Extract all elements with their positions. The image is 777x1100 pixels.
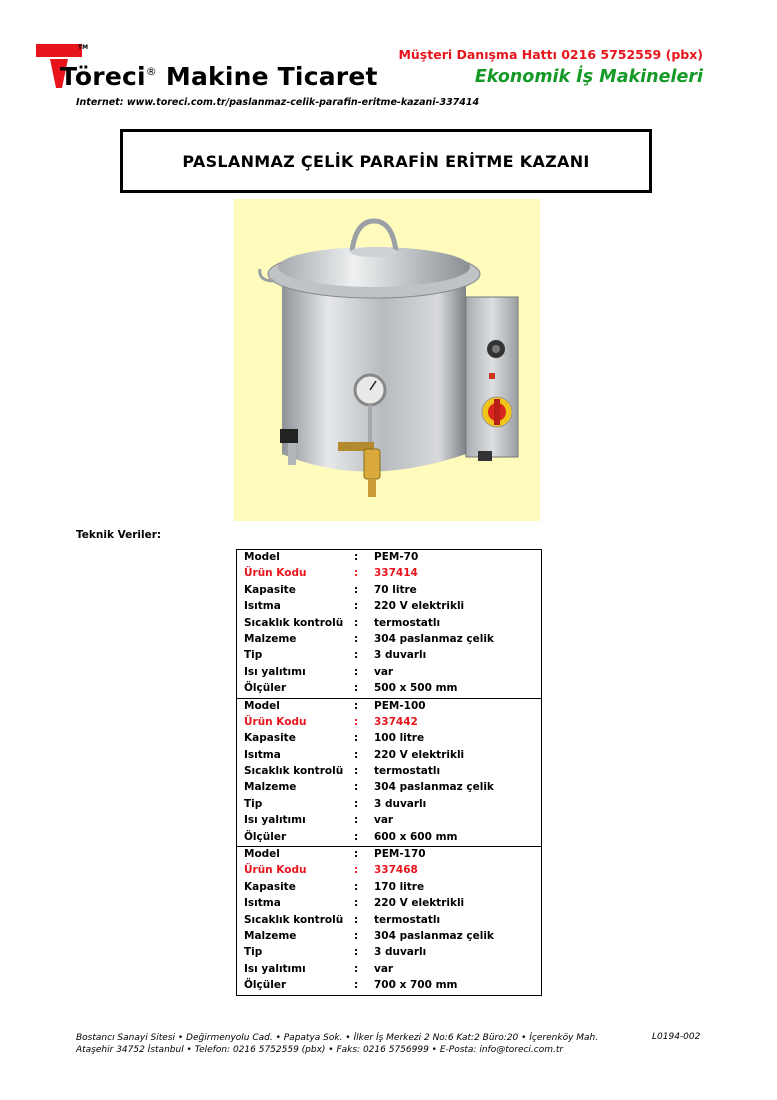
spec-separator: :	[354, 748, 359, 761]
spec-group-pem-70	[237, 550, 541, 698]
footer-line-2: Ataşehir 34752 İstanbul • Telefon: 0216 5752559 (pbx) • Faks: 0216 5756999 • E-Posta: info@toreci.com.tr	[76, 1045, 564, 1055]
spec-label: Sıcaklık kontrolü	[244, 616, 344, 629]
company-name-main: Töreci	[60, 62, 146, 91]
spec-separator: :	[354, 880, 359, 893]
spec-value: PEM-70	[374, 551, 419, 563]
spec-label: Ürün Kodu	[244, 864, 307, 877]
spec-row-heating	[237, 748, 541, 764]
spec-row-product-code	[237, 566, 541, 582]
spec-separator: :	[354, 551, 359, 563]
company-name	[60, 62, 378, 91]
spec-value: 3 duvarlı	[374, 797, 427, 810]
spec-row-dimensions	[237, 978, 541, 994]
spec-separator: :	[354, 797, 359, 810]
spec-value: termostatlı	[374, 765, 441, 778]
spec-separator: :	[354, 848, 359, 861]
spec-label: Isı yalıtımı	[244, 814, 306, 827]
spec-value: 170 litre	[374, 880, 425, 893]
spec-value: 220 V elektrikli	[374, 897, 465, 910]
footer-address	[76, 1032, 598, 1056]
spec-label: Ölçüler	[244, 979, 287, 992]
spec-separator: :	[354, 864, 359, 877]
spec-row-dimensions	[237, 830, 541, 846]
customer-hotline: Müşteri Danışma Hattı 0216 5752559 (pbx)	[398, 47, 703, 62]
product-url[interactable]: Internet: www.toreci.com.tr/paslanmaz-celik-parafin-eritme-kazani-337414	[76, 97, 480, 108]
spec-value: 70 litre	[374, 583, 417, 596]
spec-row-insulation	[237, 665, 541, 681]
footer-line-1: Bostancı Sanayi Sitesi • Değirmenyolu Cad. • Papatya Sok. • İlker İş Merkezi 2 No:6 Kat:2 Büro:20 • İçerenköy Mah.	[76, 1033, 599, 1043]
trademark-mark: TM	[78, 44, 89, 51]
spec-row-model	[237, 847, 541, 863]
spec-separator: :	[354, 979, 359, 992]
spec-label: Sıcaklık kontrolü	[244, 913, 344, 926]
spec-group-pem-100	[237, 698, 541, 847]
spec-label: Isıtma	[244, 748, 281, 761]
document-title-box	[120, 129, 652, 193]
spec-separator: :	[354, 583, 359, 596]
spec-separator: :	[354, 913, 359, 926]
spec-separator: :	[354, 649, 359, 662]
spec-row-insulation	[237, 813, 541, 829]
spec-separator: :	[354, 616, 359, 629]
spec-row-capacity	[237, 731, 541, 747]
spec-value: PEM-170	[374, 848, 426, 861]
specs-heading: Teknik Veriler:	[76, 529, 162, 541]
spec-separator: :	[354, 682, 359, 695]
spec-row-product-code	[237, 715, 541, 731]
company-name-rest: Makine Ticaret	[165, 62, 378, 91]
spec-value: 3 duvarlı	[374, 946, 427, 959]
spec-value: termostatlı	[374, 616, 441, 629]
spec-separator: :	[354, 830, 359, 843]
spec-row-temperature-control	[237, 913, 541, 929]
spec-row-material	[237, 780, 541, 796]
spec-row-capacity	[237, 583, 541, 599]
spec-separator: :	[354, 929, 359, 942]
spec-value: 304 paslanmaz çelik	[374, 929, 494, 942]
spec-label: Tip	[244, 649, 263, 662]
spec-value: 100 litre	[374, 732, 425, 745]
spec-row-heating	[237, 896, 541, 912]
document-title: PASLANMAZ ÇELİK PARAFİN ERİTME KAZANI	[182, 151, 590, 171]
spec-value: 304 paslanmaz çelik	[374, 781, 494, 794]
spec-separator: :	[354, 946, 359, 959]
spec-value: var	[374, 814, 394, 827]
spec-label: Malzeme	[244, 929, 297, 942]
spec-label: Sıcaklık kontrolü	[244, 765, 344, 778]
spec-separator: :	[354, 600, 359, 613]
spec-separator: :	[354, 962, 359, 975]
spec-label: Model	[244, 699, 280, 712]
spec-row-material	[237, 929, 541, 945]
spec-label: Malzeme	[244, 632, 297, 645]
spec-value: 337442	[374, 715, 418, 728]
slogan: Ekonomik İş Makineleri	[474, 67, 703, 87]
spec-value: 304 paslanmaz çelik	[374, 632, 494, 645]
spec-row-capacity	[237, 880, 541, 896]
spec-row-material	[237, 632, 541, 648]
spec-row-model	[237, 699, 541, 715]
spec-label: Model	[244, 551, 280, 563]
spec-separator: :	[354, 732, 359, 745]
spec-separator: :	[354, 699, 359, 712]
spec-label: Isı yalıtımı	[244, 962, 306, 975]
spec-label: Isıtma	[244, 600, 281, 613]
spec-value: 337468	[374, 864, 418, 877]
spec-value: 600 x 600 mm	[374, 830, 458, 843]
spec-row-type	[237, 797, 541, 813]
spec-label: Kapasite	[244, 880, 296, 893]
spec-label: Isı yalıtımı	[244, 665, 306, 678]
spec-label: Tip	[244, 797, 263, 810]
spec-separator: :	[354, 665, 359, 678]
spec-row-type	[237, 648, 541, 664]
spec-separator: :	[354, 567, 359, 580]
spec-label: Isıtma	[244, 897, 281, 910]
spec-row-type	[237, 945, 541, 961]
spec-row-product-code	[237, 863, 541, 879]
spec-separator: :	[354, 814, 359, 827]
spec-value: 500 x 500 mm	[374, 682, 458, 695]
spec-group-pem-170	[237, 846, 541, 995]
spec-value: var	[374, 665, 394, 678]
spec-label: Kapasite	[244, 732, 296, 745]
spec-label: Tip	[244, 946, 263, 959]
spec-label: Model	[244, 848, 280, 861]
spec-row-insulation	[237, 962, 541, 978]
registered-mark: ®	[145, 65, 157, 78]
spec-value: 700 x 700 mm	[374, 979, 458, 992]
spec-value: 3 duvarlı	[374, 649, 427, 662]
paraffin-melting-pot-image	[234, 199, 540, 521]
spec-separator: :	[354, 897, 359, 910]
spec-label: Kapasite	[244, 583, 296, 596]
spec-label: Malzeme	[244, 781, 297, 794]
spec-value: 337414	[374, 567, 418, 580]
spec-value: termostatlı	[374, 913, 441, 926]
spec-separator: :	[354, 632, 359, 645]
spec-separator: :	[354, 781, 359, 794]
spec-row-temperature-control	[237, 764, 541, 780]
spec-table	[236, 549, 542, 996]
spec-row-heating	[237, 599, 541, 615]
spec-label: Ölçüler	[244, 830, 287, 843]
spec-label: Ürün Kodu	[244, 567, 307, 580]
spec-value: var	[374, 962, 394, 975]
spec-label: Ölçüler	[244, 682, 287, 695]
spec-label: Ürün Kodu	[244, 715, 307, 728]
spec-row-temperature-control	[237, 616, 541, 632]
spec-row-model	[237, 550, 541, 566]
spec-value: 220 V elektrikli	[374, 600, 465, 613]
spec-separator: :	[354, 765, 359, 778]
spec-separator: :	[354, 715, 359, 728]
spec-row-dimensions	[237, 681, 541, 697]
spec-value: 220 V elektrikli	[374, 748, 465, 761]
spec-value: PEM-100	[374, 699, 426, 712]
document-code: L0194-002	[652, 1032, 701, 1042]
